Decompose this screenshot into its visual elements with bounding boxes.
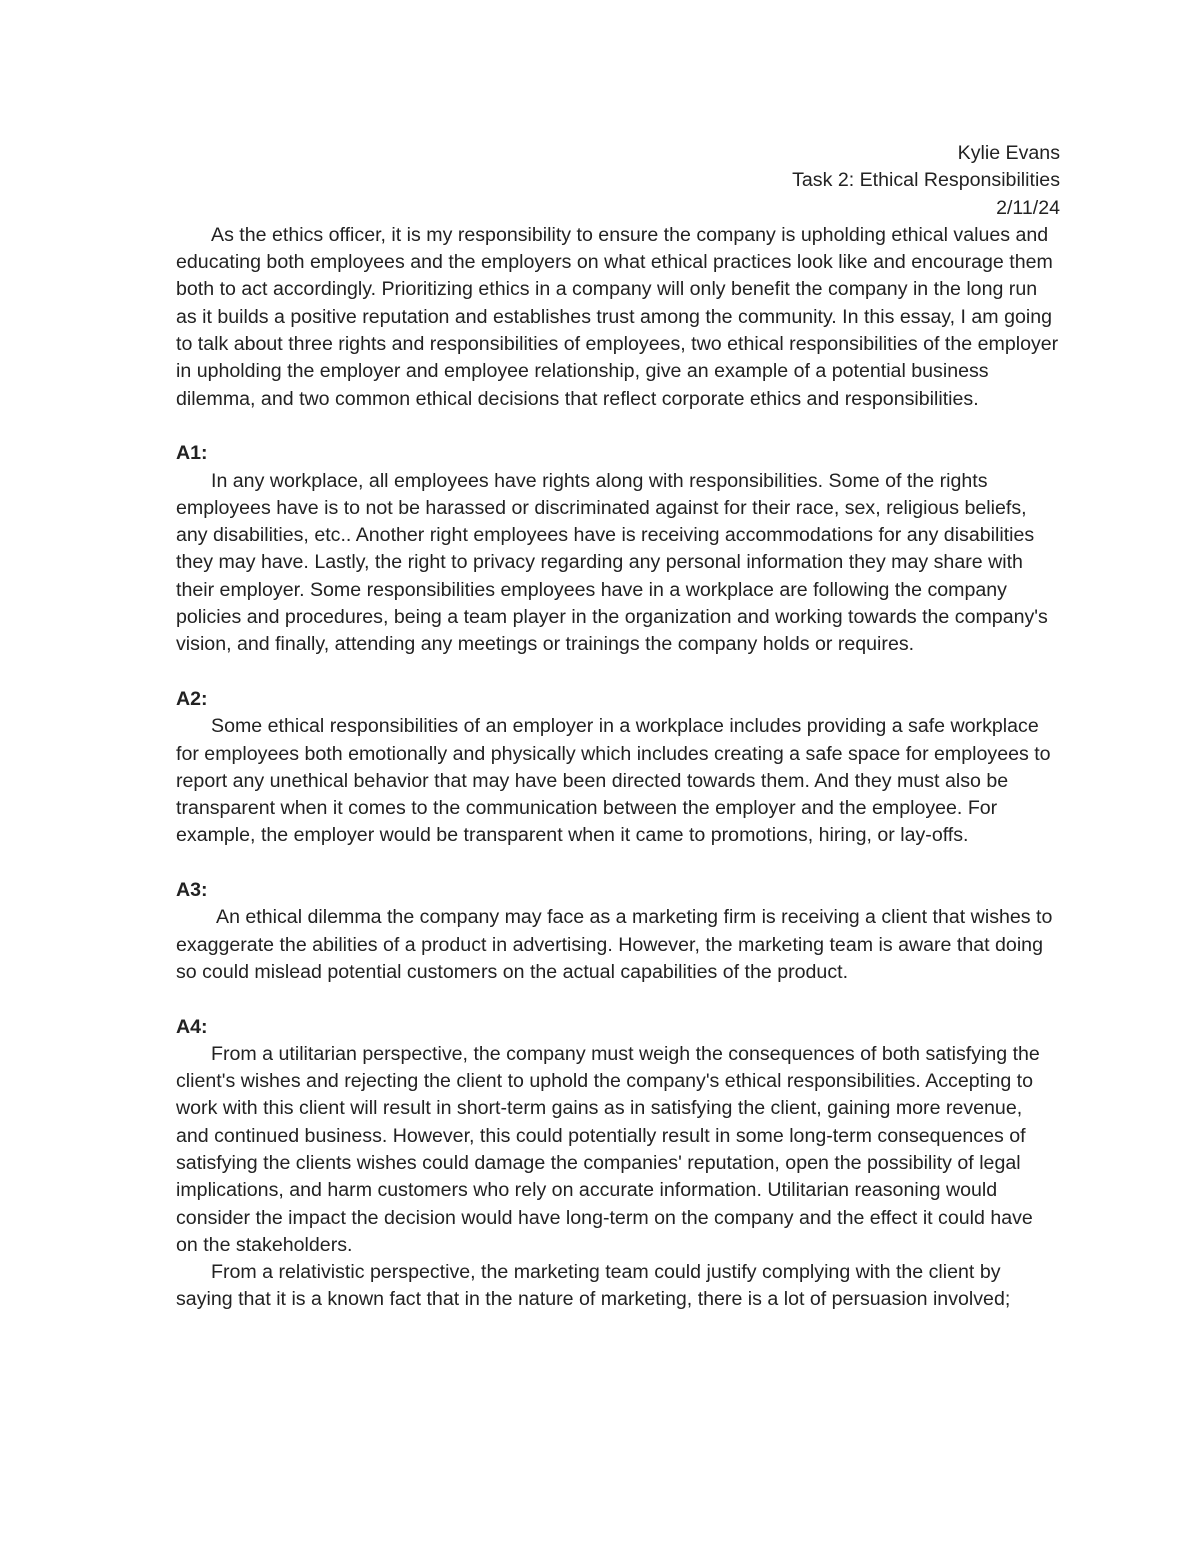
intro-paragraph: As the ethics officer, it is my responsibility to ensure the company is upholding ethical values and educating both employees and the employers on what ethical practices look like and encourage them both to act accordingly. Prioritizing ethics in a company will only benefit the company in the long run as it builds a positive reputation and establishes trust among the community. In this essay, I am going to talk about three rights and responsibilities of employees, two ethical responsibilities of the employer in upholding the employer and employee relationship, give an example of a potential business dilemma, and two common ethical decisions that reflect corporate ethics and responsibilities.	[176, 223, 1059, 410]
section-a2-paragraph: Some ethical responsibilities of an employer in a workplace includes providing a safe workplace for employees both emotionally and physically which includes creating a safe space for employees to report any unethical behavior that may have been directed towards them. And they must also be transparent when it comes to the communication between the employer and the employee. For example, the employer would be transparent when it came to promotions, hiring, or lay-offs.	[176, 715, 1051, 847]
document-date: 2/11/24	[996, 196, 1060, 219]
section-a4-paragraph-relativistic: From a relativistic perspective, the marketing team could justify complying with the client by saying that it is a known fact that in the nature of marketing, there is a lot of persuasion involved;	[176, 1261, 1011, 1311]
author-name: Kylie Evans	[957, 142, 1060, 164]
section-a4-paragraph-utilitarian: From a utilitarian perspective, the company must weigh the consequences of both satisfying the client's wishes and rejecting the client to uphold the company's ethical responsibilities. Accepting to work with this client will result in short-term gains as in satisfying the client, gaining more revenue, and continued business. However, this could potentially result in some long-term consequences of satisfying the clients wishes could damage the companies' reputation, open the possibility of legal implications, and harm customers who rely on accurate information. Utilitarian reasoning would consider the impact the decision would have long-term on the company and the effect it could have on the stakeholders.	[176, 1042, 1040, 1256]
section-a3-paragraph: An ethical dilemma the company may face as a marketing firm is receiving a client that wishes to exaggerate the abilities of a product in advertising. However, the marketing team is aware that doing so could mislead potential customers on the actual capabilities of the product.	[176, 906, 1053, 983]
section-a1-paragraph: In any workplace, all employees have rights along with responsibilities. Some of the rights employees have is to not be harassed or discriminated against for their race, sex, religious beliefs, any disabilities, etc.. Another right employees have is receiving accommodations for any disabilities they may have. Lastly, the right to privacy regarding any personal information they may share with their employer. Some responsibilities employees have in a workplace are following the company policies and procedures, being a team player in the organization and working towards the company's vision, and finally, attending any meetings or trainings the company holds or requires.	[176, 469, 1048, 656]
section-heading-a4: A4:	[176, 1015, 208, 1038]
document-body	[176, 140, 1060, 1314]
section-heading-a1: A1:	[176, 442, 208, 465]
section-heading-a3: A3:	[176, 879, 208, 902]
section-heading-a2: A2:	[176, 687, 208, 710]
task-title: Task 2: Ethical Responsibilities	[792, 169, 1060, 192]
